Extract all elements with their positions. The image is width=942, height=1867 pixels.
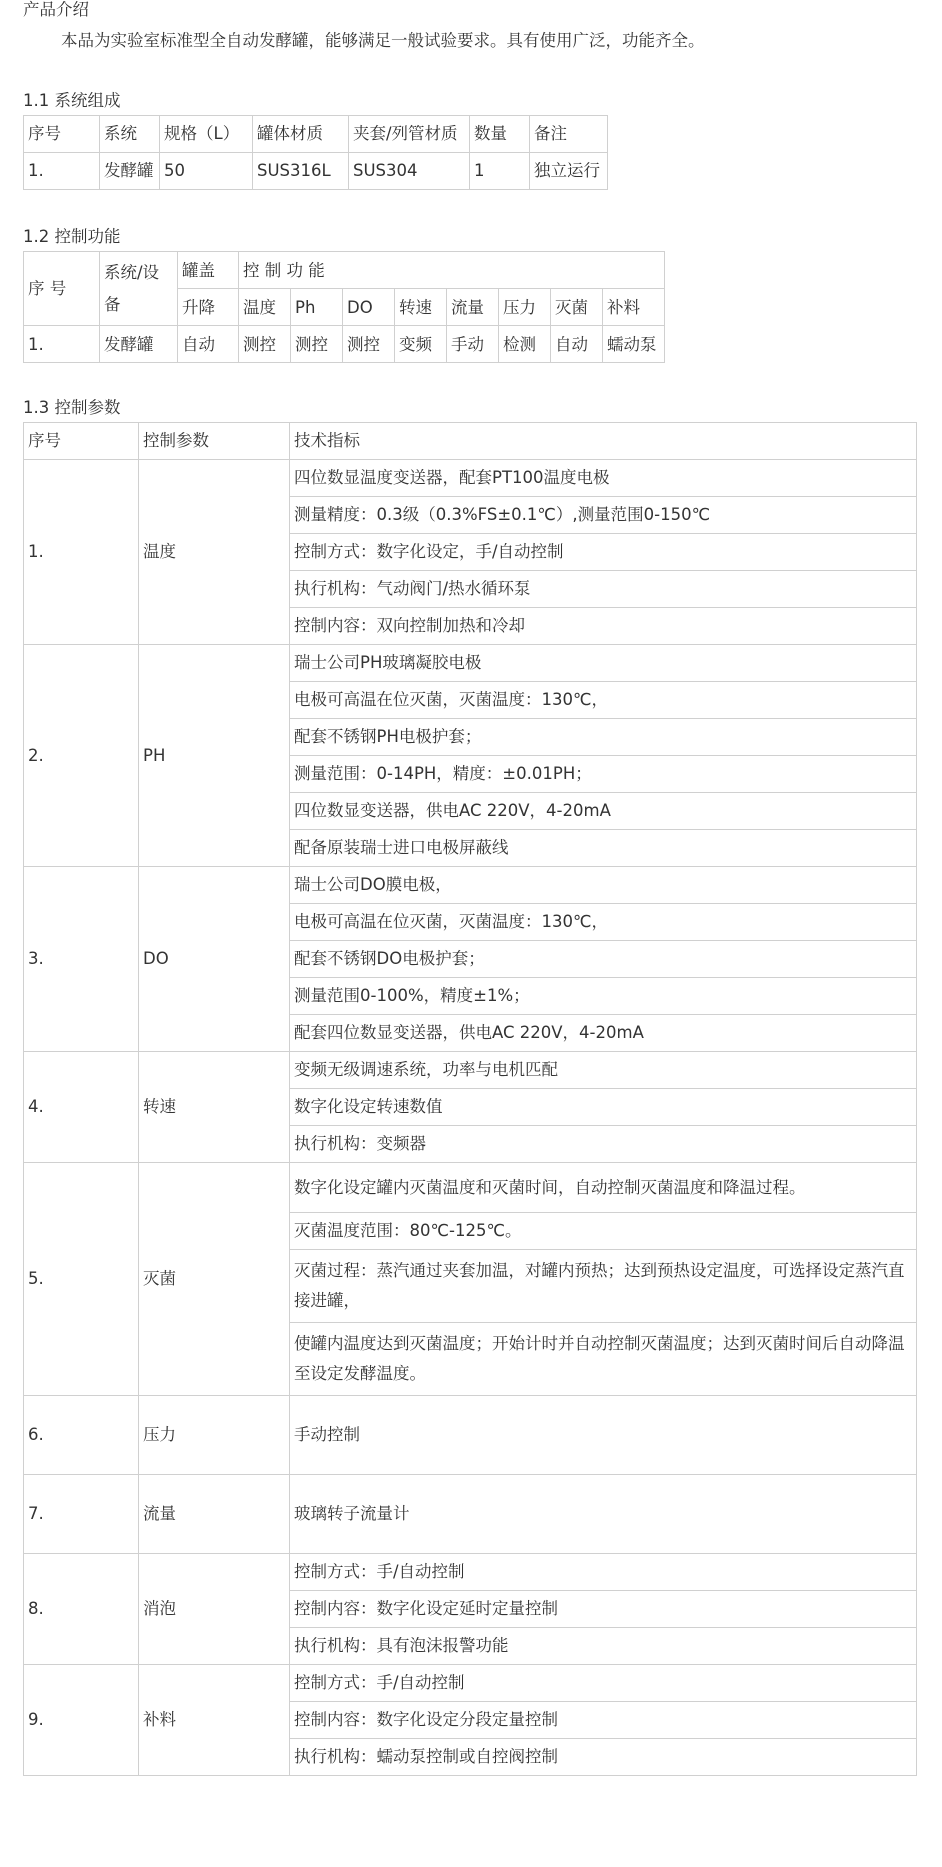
system-composition-table [23,115,608,190]
table-header-row [24,252,665,289]
table-cell: 手动 [447,326,499,363]
table-header-cell: 灭菌 [551,289,603,326]
table-header-cell: 流量 [447,289,499,326]
specification-cell: 使罐内温度达到灭菌温度；开始计时并自动控制灭菌温度；达到灭菌时间后自动降温至设定发酵温度。 [290,1323,917,1396]
parameter-name-cell: 补料 [139,1665,290,1776]
specification-cell: 配套不锈钢DO电极护套； [290,941,917,978]
section-heading-parameters: 1.3 控制参数 [23,398,121,417]
table-cell: 自动 [178,326,239,363]
table-row [24,1475,917,1554]
table-cell: 1. [24,153,100,190]
table-row [24,1052,917,1089]
specification-cell: 控制方式：手/自动控制 [290,1665,917,1702]
table-row [24,153,608,190]
specification-cell: 控制内容：数字化设定分段定量控制 [290,1702,917,1739]
parameter-name-cell: 转速 [139,1052,290,1163]
table-header-row [24,423,917,460]
table-cell: SUS316L [253,153,349,190]
specification-cell: 数字化设定罐内灭菌温度和灭菌时间，自动控制灭菌温度和降温过程。 [290,1163,917,1213]
table-cell: 1. [24,326,100,363]
control-parameter-table [23,422,917,1776]
specification-cell: 灭菌温度范围：80℃-125℃。 [290,1213,917,1250]
parameter-name-cell: 流量 [139,1475,290,1554]
table-cell: 独立运行 [530,153,608,190]
specification-cell: 四位数显温度变送器，配套PT100温度电极 [290,460,917,497]
specification-cell: 电极可高温在位灭菌，灭菌温度：130℃， [290,682,917,719]
parameter-name-cell: 消泡 [139,1554,290,1665]
specification-cell: 配套不锈钢PH电极护套； [290,719,917,756]
parameter-name-cell: 压力 [139,1396,290,1475]
table-cell: 测控 [291,326,343,363]
table-header-cell: 序号 [24,116,100,153]
specification-cell: 变频无级调速系统，功率与电机匹配 [290,1052,917,1089]
table-header-cell: 压力 [499,289,551,326]
specification-cell: 控制内容：双向控制加热和冷却 [290,608,917,645]
table-header-cell: Ph [291,289,343,326]
table-header-cell: 系统/设备 [100,252,178,326]
parameter-name-cell: PH [139,645,290,867]
table-row [24,867,917,904]
row-number-cell: 8. [24,1554,139,1665]
table-header-cell: 升降 [178,289,239,326]
table-header-cell: 序号 [24,423,139,460]
intro-paragraph: 本品为实验室标准型全自动发酵罐，能够满足一般试验要求。具有使用广泛，功能齐全。 [61,31,705,50]
specification-cell: 控制方式：手/自动控制 [290,1554,917,1591]
table-row [24,460,917,497]
specification-cell: 控制内容：数字化设定延时定量控制 [290,1591,917,1628]
table-header-cell: 控 制 功 能 [239,252,665,289]
specification-cell: 测量精度：0.3级（0.3%FS±0.1℃）,测量范围0-150℃ [290,497,917,534]
row-number-cell: 9. [24,1665,139,1776]
row-number-cell: 6. [24,1396,139,1475]
table-cell: 自动 [551,326,603,363]
specification-cell: 数字化设定转速数值 [290,1089,917,1126]
specification-cell: 测量范围0-100%，精度±1%； [290,978,917,1015]
parameter-name-cell: 灭菌 [139,1163,290,1396]
control-function-table [23,251,665,363]
table-header-cell: 数量 [470,116,530,153]
row-number-cell: 1. [24,460,139,645]
table-header-cell: 夹套/列管材质 [349,116,470,153]
specification-cell: 瑞士公司PH玻璃凝胶电极 [290,645,917,682]
table-row [24,326,665,363]
specification-cell: 灭菌过程：蒸汽通过夹套加温，对罐内预热；达到预热设定温度，可选择设定蒸汽直接进罐， [290,1250,917,1323]
table-row [24,645,917,682]
specification-cell: 执行机构：蠕动泵控制或自控阀控制 [290,1739,917,1776]
table-cell: 发酵罐 [100,326,178,363]
specification-cell: 执行机构：气动阀门/热水循环泵 [290,571,917,608]
table-cell: 1 [470,153,530,190]
specification-cell: 四位数显变送器，供电AC 220V，4-20mA [290,793,917,830]
table-cell: 测控 [239,326,291,363]
table-header-cell: 罐盖 [178,252,239,289]
specification-cell: 手动控制 [290,1396,917,1475]
table-header-cell: 转速 [395,289,447,326]
table-header-cell: DO [343,289,395,326]
specification-cell: 控制方式：数字化设定，手/自动控制 [290,534,917,571]
table-cell: 变频 [395,326,447,363]
table-header-cell: 温度 [239,289,291,326]
table-row [24,1665,917,1702]
row-number-cell: 5. [24,1163,139,1396]
specification-cell: 瑞士公司DO膜电极， [290,867,917,904]
parameter-name-cell: 温度 [139,460,290,645]
table-header-row [24,116,608,153]
specification-cell: 测量范围：0-14PH，精度：±0.01PH； [290,756,917,793]
row-number-cell: 2. [24,645,139,867]
table-row [24,1163,917,1213]
specification-cell: 配套四位数显变送器，供电AC 220V，4-20mA [290,1015,917,1052]
specification-cell: 执行机构：具有泡沫报警功能 [290,1628,917,1665]
table-header-cell: 技术指标 [290,423,917,460]
table-row [24,1396,917,1475]
section-heading-control: 1.2 控制功能 [23,227,121,246]
row-number-cell: 3. [24,867,139,1052]
table-header-cell: 序 号 [24,252,100,326]
table-cell: 发酵罐 [100,153,160,190]
table-cell: SUS304 [349,153,470,190]
table-cell: 检测 [499,326,551,363]
table-cell: 50 [160,153,253,190]
specification-cell: 配备原装瑞士进口电极屏蔽线 [290,830,917,867]
parameter-name-cell: DO [139,867,290,1052]
table-header-cell: 规格（L） [160,116,253,153]
table-row [24,1554,917,1591]
section-heading-system: 1.1 系统组成 [23,91,121,110]
row-number-cell: 4. [24,1052,139,1163]
table-header-cell: 系统 [100,116,160,153]
row-number-cell: 7. [24,1475,139,1554]
table-header-cell: 控制参数 [139,423,290,460]
table-header-cell: 备注 [530,116,608,153]
table-header-cell: 罐体材质 [253,116,349,153]
specification-cell: 电极可高温在位灭菌，灭菌温度：130℃， [290,904,917,941]
specification-cell: 执行机构：变频器 [290,1126,917,1163]
table-header-cell: 补料 [603,289,665,326]
specification-cell: 玻璃转子流量计 [290,1475,917,1554]
table-cell: 测控 [343,326,395,363]
page-title: 产品介绍 [23,0,89,19]
table-cell: 蠕动泵 [603,326,665,363]
